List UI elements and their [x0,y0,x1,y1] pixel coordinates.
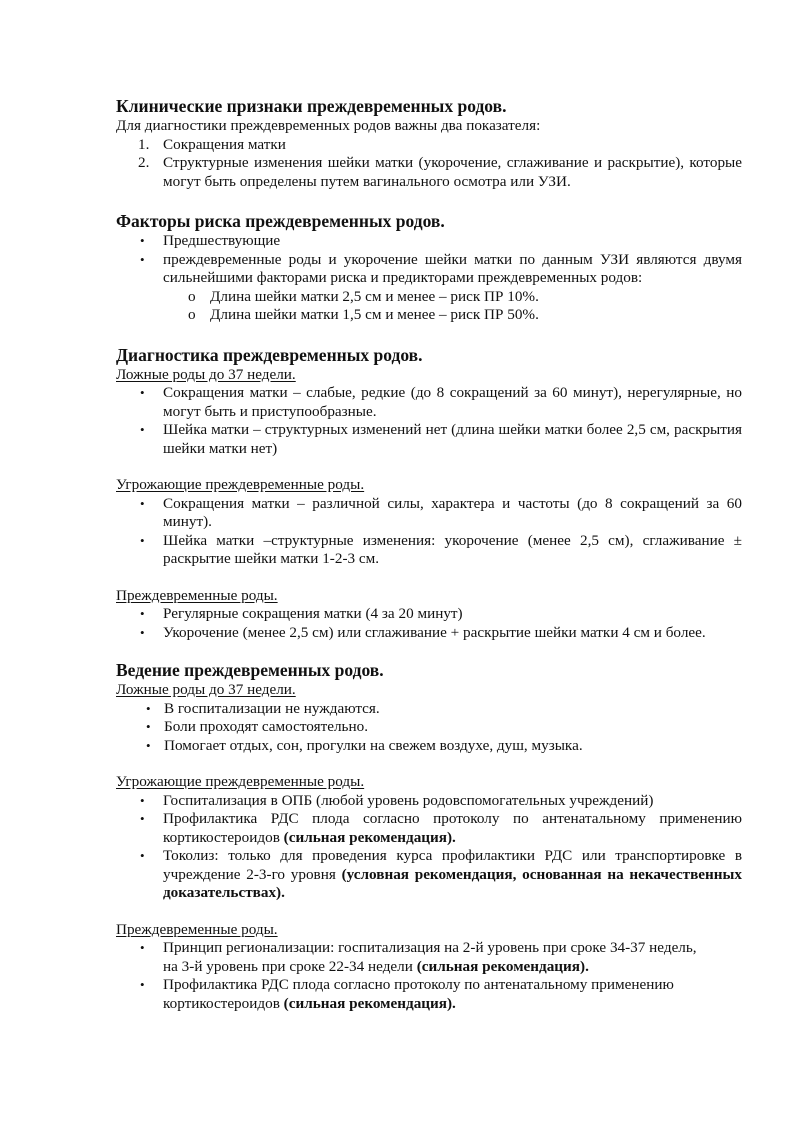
bullet-icon: • [140,532,145,548]
list-item [116,136,742,155]
list-item-text: преждевременные роды и укорочение шейки матки по данным УЗИ являются двумя сильнейшими факторами риска и предикторами преждевременных родов: [163,250,742,286]
list-item [116,532,742,569]
list-item [116,251,742,288]
section-heading: Клинические признаки преждевременных родов. [116,96,507,116]
list-item-text: Сокращения матки – слабые, редкие (до 8 сокращений за 60 минут), нерегулярные, но могут быть и приступообразные. [163,384,742,420]
bullet-icon: • [140,251,145,267]
bullet-icon: • [140,792,145,808]
list-item-text: Боли проходят самостоятельно. [164,718,368,735]
group-title: Угрожающие преждевременные роды. [116,476,365,493]
sub-list-item [116,288,742,307]
sub-bullet-list [116,288,742,325]
bullet-icon: • [140,624,145,640]
circle-bullet-icon: o [188,306,196,323]
bullet-icon: • [140,385,145,400]
bullet-list [116,232,742,288]
list-number: 1. [138,135,150,153]
list-item [116,154,742,191]
list-item [116,495,742,532]
list-item [116,976,742,1013]
list-item-text: Структурные изменения шейки матки (укорочение, сглаживание и раскрытие), которые могут быть определены путем вагинального осмотра или УЗИ. [163,154,742,190]
recommendation-strength: (сильная рекомендация). [283,828,456,846]
list-item-text: Сокращения матки [163,135,286,153]
bullet-icon: • [140,848,145,863]
list-item [116,939,742,976]
list-item [116,624,742,643]
section-diagnostics [116,345,742,643]
bullet-icon: • [140,422,145,437]
recommendation-strength: (условная рекомендация, основанная на некачественных доказательствах). [163,865,742,901]
bullet-icon: • [140,495,145,511]
list-item-text: В госпитализации не нуждаются. [164,699,380,717]
section-heading: Диагностика преждевременных родов. [116,344,423,365]
list-item [116,737,742,756]
list-item [116,384,742,421]
list-item [116,421,742,458]
list-item-text: Помогает отдых, сон, прогулки на свежем воздухе, душ, музыка. [164,736,583,754]
list-item [116,605,742,624]
list-item-text: Шейка матки – структурных изменений нет (длина шейки матки более 2,5 см, раскрытия шейки матки нет) [163,421,742,457]
list-item-text: Регулярные сокращения матки (4 за 20 минут) [163,605,463,622]
group-title: Преждевременные роды. [116,920,278,938]
list-item-text: Токолиз: только для проведения курса профилактики РДС или транспортировке в учреждение 2-3-го уровня [163,847,742,883]
section-heading: Ведение преждевременных родов. [116,660,384,680]
list-item-text: Сокращения матки – различной силы, характера и частоты (до 8 сокращений за 60 минут). [163,494,742,530]
bullet-icon: • [140,606,145,621]
list-item [116,847,742,903]
bullet-icon: • [146,719,151,734]
section-heading: Факторы риска преждевременных родов. [116,211,445,231]
bullet-list [116,384,742,458]
recommendation-strength: (сильная рекомендация). [283,994,456,1012]
bullet-icon: • [146,737,151,753]
group-title: Угрожающие преждевременные роды. [116,773,365,790]
bullet-list [116,700,742,756]
list-item-text: Госпитализация в ОПБ (любой уровень родовспомогательных учреждений) [163,791,654,809]
list-item-text: Профилактика РДС плода согласно протоколу по антенатальному применению [163,976,674,993]
bullet-icon: • [146,700,151,716]
list-item [116,232,742,251]
recommendation-strength: (сильная рекомендация). [416,957,589,975]
list-item-text: Предшествующие [163,232,281,249]
list-item-text: кортикостероидов [163,994,284,1012]
bullet-list [116,605,742,642]
bullet-list [116,792,742,903]
bullet-icon: • [140,233,145,248]
bullet-icon: • [140,940,145,955]
bullet-icon: • [140,811,145,826]
list-item-text: Длина шейки матки 2,5 см и менее – риск ПР 10%. [210,287,539,305]
bullet-list [116,939,742,1013]
section-risk-factors [116,211,742,325]
section-clinical-signs [116,96,742,191]
list-item-text: на 3-й уровень при сроке 22-34 недели [163,957,417,975]
circle-bullet-icon: o [188,287,196,305]
sub-list-item [116,306,742,325]
list-number: 2. [138,154,150,171]
list-item [116,810,742,847]
group-title: Преждевременные роды. [116,586,278,604]
list-item-text: Длина шейки матки 1,5 см и менее – риск ПР 50%. [210,306,539,323]
group-title: Ложные роды до 37 недели. [116,365,296,383]
numbered-list [116,136,742,192]
bullet-icon: • [140,977,145,992]
list-item [116,700,742,719]
group-title: Ложные роды до 37 недели. [116,681,296,698]
list-item-text: Принцип регионализации: госпитализация на 2-й уровень при сроке 34-37 недель, [163,939,697,956]
list-item-text: Профилактика РДС плода согласно протоколу по антенатальному применению кортикостероидов [163,810,742,846]
list-item-text: Укорочение (менее 2,5 см) или сглаживание + раскрытие шейки матки 4 см и более. [163,623,706,641]
document-page [116,96,742,1013]
bullet-list [116,495,742,569]
list-item [116,792,742,811]
section-intro: Для диагностики преждевременных родов важны два показателя: [116,117,541,134]
section-management [116,660,742,1013]
list-item-text: Шейка матки –структурные изменения: укорочение (менее 2,5 см), сглаживание ± раскрытие шейки матки 1-2-3 см. [163,531,742,567]
list-item [116,718,742,737]
